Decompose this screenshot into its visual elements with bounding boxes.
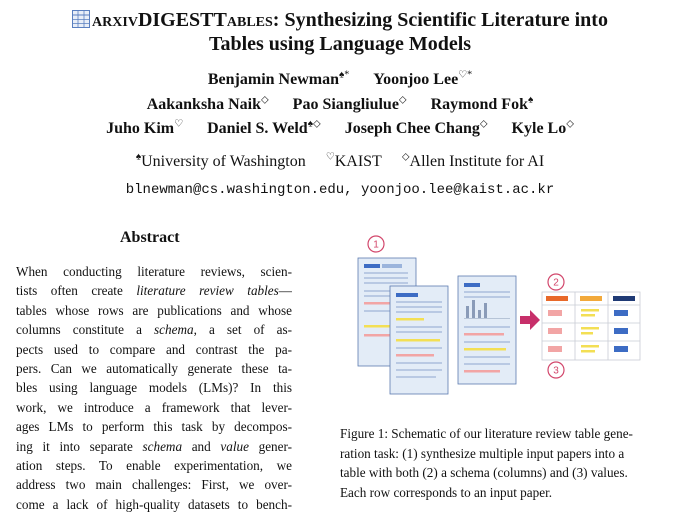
abstract-line: ation steps. To enable experimentation, we	[16, 457, 292, 473]
paper-title	[0, 8, 680, 56]
abstract-line: tists often create literature review tables—	[16, 283, 292, 299]
output-table	[542, 292, 640, 360]
abstract-line: ages LMs to perform this task by decompos-	[16, 419, 292, 435]
title-line-1-rest: : Synthesizing Scientific Literature into	[272, 9, 608, 31]
abstract-line: bles using language models (LMs)? In this	[16, 380, 292, 396]
schema-column-1	[546, 296, 568, 301]
author: Raymond Fok♠	[430, 95, 534, 114]
title-prefix-arxiv: arxiv	[92, 9, 138, 31]
title-prefix-digest: DIGEST	[137, 9, 214, 31]
author: Joseph Chee Chang◇	[344, 119, 488, 138]
caption-line: Figure 1: Schematic of our literature review table gene-	[340, 426, 633, 441]
abstract-line: pers. Can we automatically generate these ta-	[16, 360, 292, 376]
step-3-label: 3	[553, 365, 559, 377]
abstract-line: ing it into separate schema and value gener-	[16, 438, 292, 454]
affiliation: ♡KAIST	[325, 152, 382, 171]
abstract-line: work, we introduce a framework that lever-	[16, 399, 292, 415]
author-emails: blnewman@cs.washington.edu, yoonjoo.lee@kaist.ac.kr	[125, 182, 555, 198]
abstract-line: address two main challenges: First, we over-	[16, 477, 292, 493]
step-1-label: 1	[373, 239, 379, 251]
abstract-body	[16, 262, 292, 514]
title-prefix-ables: ables	[226, 9, 273, 31]
author: Benjamin Newman♠*	[207, 70, 350, 89]
author: Juho Kim♡	[106, 119, 184, 138]
input-paper-3	[458, 276, 516, 384]
caption-line: table with both (2) a schema (columns) and (3) values.	[340, 465, 628, 481]
author: Kyle Lo◇	[511, 119, 574, 138]
abstract-line: pects used to compare and contrast the pa-	[16, 341, 292, 357]
title-line-2: Tables using Language Models	[208, 33, 472, 55]
step-2-label: 2	[553, 277, 559, 289]
caption-line: ration task: (1) synthesize multiple input papers into a	[340, 445, 625, 461]
caption-line: Each row corresponds to an input paper.	[340, 484, 553, 500]
affiliation: ♠University of Washington	[135, 152, 306, 171]
author-row-2	[0, 95, 680, 114]
author: Yoonjoo Lee♡*	[373, 70, 473, 89]
schema-column-3	[613, 296, 635, 301]
table-logo-icon	[72, 10, 90, 28]
figure-1-schematic	[340, 230, 670, 420]
abstract-line: columns constitute a schema, a set of as-	[16, 322, 292, 338]
author-row-3	[0, 119, 680, 138]
author: Pao Siangliulue◇	[292, 95, 407, 114]
input-paper-2	[390, 286, 448, 394]
author: Aakanksha Naik◇	[146, 95, 269, 114]
abstract-line: tables whose rows are publications and whose	[16, 302, 292, 318]
arrow-right-icon	[520, 310, 540, 330]
abstract-line: When conducting literature reviews, scien-	[16, 264, 292, 279]
author-row-1	[0, 70, 680, 89]
title-line-1	[0, 8, 680, 32]
schema-column-2	[580, 296, 602, 301]
title-prefix-t: T	[213, 9, 227, 31]
affiliation: ◇Allen Institute for AI	[401, 152, 545, 171]
abstract-heading: Abstract	[120, 229, 180, 246]
affiliations	[0, 152, 680, 171]
abstract-line: come a lack of high-quality datasets to bench-	[16, 496, 292, 512]
author: Daniel S. Weld♠◇	[207, 119, 321, 138]
figure-1-caption	[340, 424, 670, 502]
